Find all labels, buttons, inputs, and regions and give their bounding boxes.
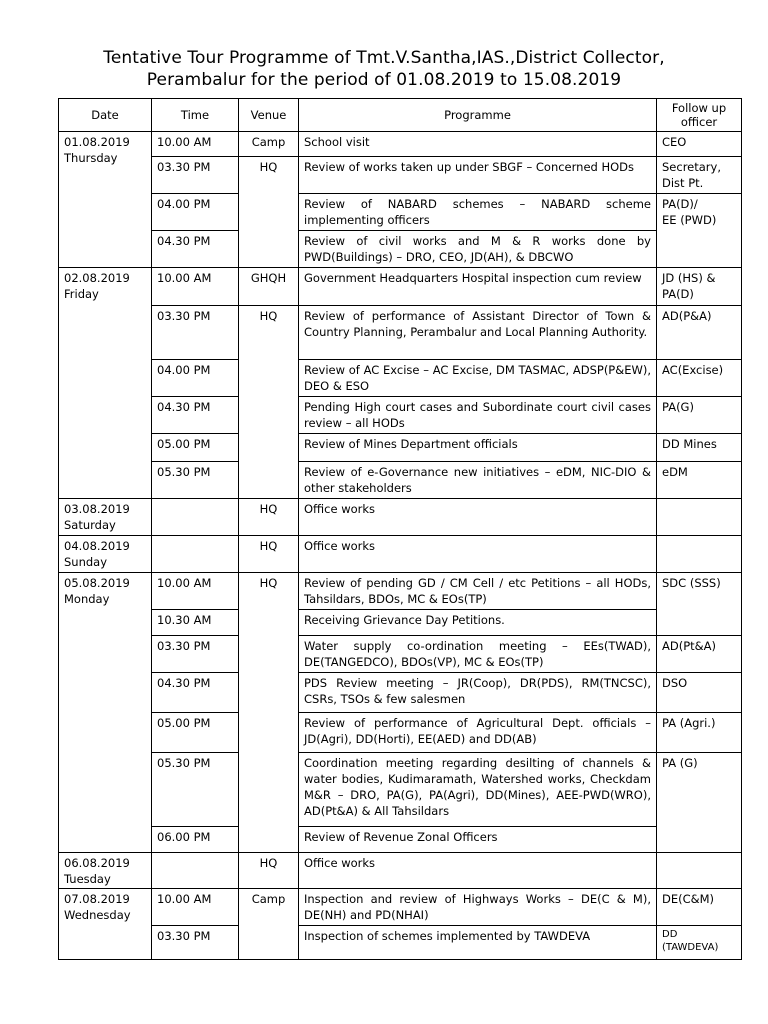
programme-cell: Review of Mines Department officials xyxy=(299,434,657,462)
table-row xyxy=(59,889,742,926)
table-row xyxy=(59,573,742,610)
table-row xyxy=(59,397,742,434)
officer-cell: DSO xyxy=(657,673,742,713)
programme-cell: Pending High court cases and Subordinate court civil cases review – all HODs xyxy=(299,397,657,434)
officer-cell: DD (TAWDEVA) xyxy=(657,926,742,960)
time-cell: 05.00 PM xyxy=(152,713,239,753)
table-row xyxy=(59,462,742,499)
date-cell: 07.08.2019 Wednesday xyxy=(59,889,152,960)
time-cell: 03.30 PM xyxy=(152,157,239,194)
title-line-1: Tentative Tour Programme of Tmt.V.Santha,IAS.,District Collector, xyxy=(103,48,665,68)
table-row xyxy=(59,434,742,462)
header-follow-up-officer: Follow up officer xyxy=(657,99,742,132)
time-cell: 04.30 PM xyxy=(152,673,239,713)
officer-cell: PA(D)/ EE (PWD) xyxy=(657,194,742,268)
venue-cell: HQ xyxy=(239,499,299,536)
officer-cell: eDM xyxy=(657,462,742,499)
date-cell: 02.08.2019 Friday xyxy=(59,268,152,499)
time-cell: 03.30 PM xyxy=(152,306,239,360)
officer-cell: PA(G) xyxy=(657,397,742,434)
header-programme: Programme xyxy=(299,99,657,132)
programme-cell: Review of e-Governance new initiatives – eDM, NIC-DIO & other stakeholders xyxy=(299,462,657,499)
officer-cell: SDC (SSS) xyxy=(657,573,742,636)
date-cell: 05.08.2019 Monday xyxy=(59,573,152,853)
officer-cell: AC(Excise) xyxy=(657,360,742,397)
time-cell xyxy=(152,499,239,536)
time-cell: 10.00 AM xyxy=(152,132,239,157)
table-row xyxy=(59,853,742,889)
time-cell: 05.30 PM xyxy=(152,753,239,827)
time-cell xyxy=(152,536,239,573)
date-cell: 06.08.2019 Tuesday xyxy=(59,853,152,889)
programme-cell: Government Headquarters Hospital inspection cum review xyxy=(299,268,657,306)
programme-cell: Receiving Grievance Day Petitions. xyxy=(299,610,657,636)
time-cell: 10.00 AM xyxy=(152,268,239,306)
venue-cell: Camp xyxy=(239,132,299,157)
tour-programme-table xyxy=(58,98,742,960)
time-cell: 04.30 PM xyxy=(152,231,239,268)
programme-cell: Coordination meeting regarding desilting of channels & water bodies, Kudimaramath, Watershed works, Checkdam M&R – DRO, PA(G), PA(Agri), DD(Mines), AEE-PWD(WRO), AD(Pt&A) & All Tahsildars xyxy=(299,753,657,827)
officer-cell: DD Mines xyxy=(657,434,742,462)
header-time: Time xyxy=(152,99,239,132)
programme-cell: Review of performance of Agricultural Dept. officials – JD(Agri), DD(Horti), EE(AED) and DD(AB) xyxy=(299,713,657,753)
time-cell: 06.00 PM xyxy=(152,827,239,853)
time-cell: 05.30 PM xyxy=(152,462,239,499)
officer-cell: JD (HS) & PA(D) xyxy=(657,268,742,306)
venue-cell: GHQH xyxy=(239,268,299,306)
officer-cell: CEO xyxy=(657,132,742,157)
programme-cell: Water supply co-ordination meeting – EEs(TWAD), DE(TANGEDCO), BDOs(VP), MC & EOs(TP) xyxy=(299,636,657,673)
table-row xyxy=(59,132,742,157)
venue-cell: HQ xyxy=(239,573,299,853)
table-row xyxy=(59,499,742,536)
officer-cell: AD(Pt&A) xyxy=(657,636,742,673)
time-cell: 04.00 PM xyxy=(152,360,239,397)
header-date: Date xyxy=(59,99,152,132)
time-cell: 04.00 PM xyxy=(152,194,239,231)
document-title xyxy=(0,47,768,91)
time-cell: 04.30 PM xyxy=(152,397,239,434)
table-row xyxy=(59,536,742,573)
time-cell xyxy=(152,853,239,889)
header-venue: Venue xyxy=(239,99,299,132)
programme-cell: Review of Revenue Zonal Officers xyxy=(299,827,657,853)
table-row xyxy=(59,610,742,636)
programme-cell: Review of civil works and M & R works done by PWD(Buildings) – DRO, CEO, JD(AH), & DBCWO xyxy=(299,231,657,268)
officer-cell xyxy=(657,853,742,889)
venue-cell: Camp xyxy=(239,889,299,960)
time-cell: 03.30 PM xyxy=(152,926,239,960)
programme-cell: Office works xyxy=(299,853,657,889)
table-row xyxy=(59,194,742,231)
table-row xyxy=(59,673,742,713)
programme-cell: School visit xyxy=(299,132,657,157)
officer-cell xyxy=(657,499,742,536)
programme-cell: Review of AC Excise – AC Excise, DM TASMAC, ADSP(P&EW), DEO & ESO xyxy=(299,360,657,397)
table-row xyxy=(59,753,742,827)
venue-cell: HQ xyxy=(239,306,299,499)
officer-cell: PA (G) xyxy=(657,753,742,853)
programme-cell: Inspection and review of Highways Works – DE(C & M), DE(NH) and PD(NHAI) xyxy=(299,889,657,926)
officer-cell xyxy=(657,536,742,573)
table-row xyxy=(59,636,742,673)
date-cell: 04.08.2019 Sunday xyxy=(59,536,152,573)
officer-cell: AD(P&A) xyxy=(657,306,742,360)
programme-cell: Office works xyxy=(299,536,657,573)
officer-cell: DE(C&M) xyxy=(657,889,742,926)
table-header-row xyxy=(59,99,742,132)
officer-cell: PA (Agri.) xyxy=(657,713,742,753)
title-line-2: Perambalur for the period of 01.08.2019 to 15.08.2019 xyxy=(146,70,622,90)
programme-cell: Review of NABARD schemes – NABARD scheme implementing officers xyxy=(299,194,657,231)
programme-cell: Review of performance of Assistant Director of Town & Country Planning, Perambalur and Local Planning Authority. xyxy=(299,306,657,360)
programme-cell: Office works xyxy=(299,499,657,536)
programme-cell: Inspection of schemes implemented by TAWDEVA xyxy=(299,926,657,960)
table-row xyxy=(59,268,742,306)
venue-cell: HQ xyxy=(239,536,299,573)
time-cell: 10.00 AM xyxy=(152,573,239,610)
table-row xyxy=(59,231,742,268)
officer-cell: Secretary, Dist Pt. xyxy=(657,157,742,194)
table-row xyxy=(59,157,742,194)
table-row xyxy=(59,306,742,360)
table-row xyxy=(59,360,742,397)
venue-cell: HQ xyxy=(239,157,299,268)
time-cell: 10.30 AM xyxy=(152,610,239,636)
programme-cell: Review of works taken up under SBGF – Concerned HODs xyxy=(299,157,657,194)
date-cell: 03.08.2019 Saturday xyxy=(59,499,152,536)
time-cell: 03.30 PM xyxy=(152,636,239,673)
programme-cell: PDS Review meeting – JR(Coop), DR(PDS), RM(TNCSC), CSRs, TSOs & few salesmen xyxy=(299,673,657,713)
table-row xyxy=(59,713,742,753)
venue-cell: HQ xyxy=(239,853,299,889)
table-row xyxy=(59,827,742,853)
time-cell: 10.00 AM xyxy=(152,889,239,926)
time-cell: 05.00 PM xyxy=(152,434,239,462)
programme-cell: Review of pending GD / CM Cell / etc Petitions – all HODs, Tahsildars, BDOs, MC & EOs(TP) xyxy=(299,573,657,610)
table-row xyxy=(59,926,742,960)
date-cell: 01.08.2019 Thursday xyxy=(59,132,152,268)
